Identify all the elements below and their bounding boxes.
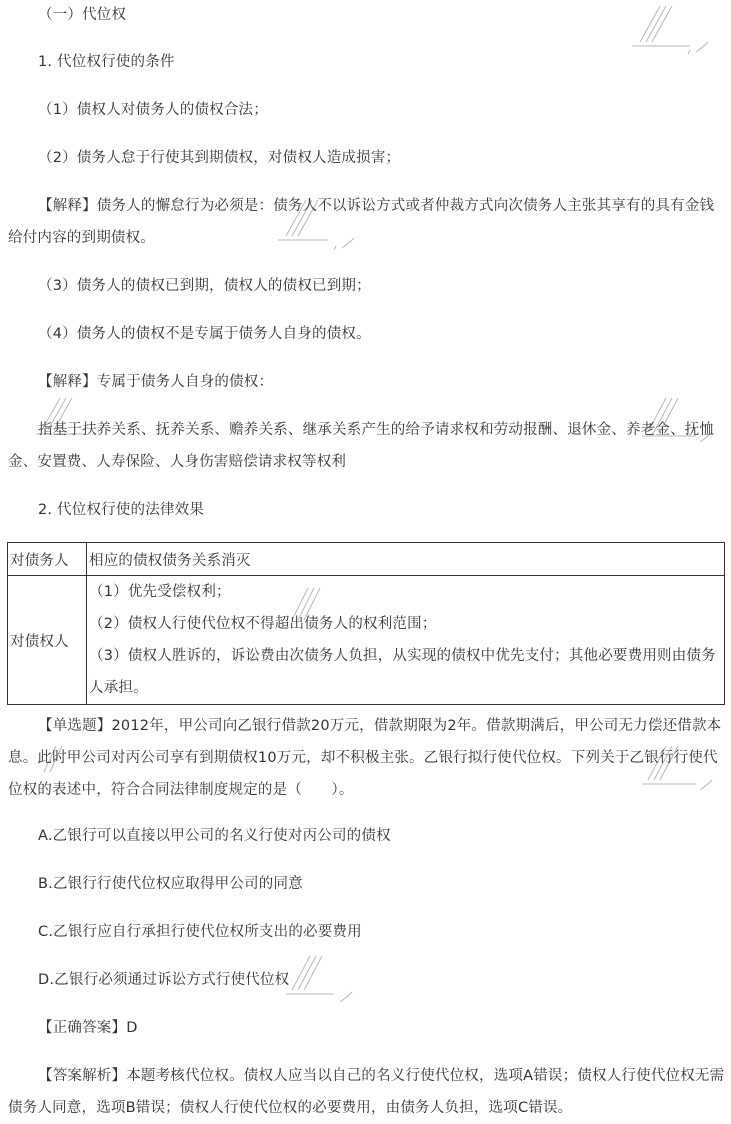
option-b: B.乙银行行使代位权应取得甲公司的同意 [38, 876, 303, 892]
condition-4: （4）债务人的债权不是专属于债务人自身的债权。 [38, 326, 371, 342]
explanation-2-body: 指基于扶养关系、抚养关系、赡养关系、继承关系产生的给予请求权和劳动报酬、退休金、养老金、抚恤金、安置费、人寿保险、人身伤害赔偿请求权等权利 [8, 422, 715, 470]
effect-item: （3）债权人胜诉的，诉讼费由次债务人负担，从实现的债权中优先支付；其他必要费用则由债务人承担。 [89, 648, 716, 696]
option-a: A.乙银行可以直接以甲公司的名义行使对丙公司的债权 [38, 828, 391, 844]
watermark-mark [284, 950, 364, 1006]
condition-2: （2）债务人怠于行使其到期债权，对债权人造成损害； [38, 150, 401, 166]
condition-1: （1）债权人对债务人的债权合法； [38, 102, 268, 118]
option-d: D.乙银行必须通过诉讼方式行使代位权 [38, 972, 290, 988]
condition-3: （3）债务人的债权已到期，债权人的债权已到期； [38, 278, 371, 294]
legal-effects-table [7, 542, 725, 705]
table-row [8, 543, 725, 576]
effect-item: （1）优先受偿权利； [89, 584, 231, 600]
explanation-2-title: 【解释】专属于债务人自身的债权： [38, 374, 274, 390]
section-title: （一）代位权 [38, 7, 127, 23]
row-label: 对债权人 [8, 576, 87, 705]
row-label: 对债务人 [8, 543, 87, 576]
effects-heading: 2. 代位权行使的法律效果 [38, 502, 205, 518]
row-content [87, 576, 725, 705]
table-row [8, 576, 725, 705]
option-c: C.乙银行应自行承担行使代位权所支出的必要费用 [38, 924, 362, 940]
answer-analysis: 【答案解析】本题考核代位权。债权人应当以自己的名义行使代位权，选项A错误；债权人行使代位权无需债务人同意，选项B错误；债权人行使代位权的必要费用，由债务人负担，选项C错误。 [8, 1068, 725, 1116]
conditions-heading: 1. 代位权行使的条件 [38, 54, 175, 70]
effect-item: （2）债权人行使代位权不得超出债务人的权利范围； [89, 616, 437, 632]
watermark-mark [630, 2, 720, 58]
correct-answer: 【正确答案】D [38, 1020, 138, 1036]
explanation-1: 【解释】债务人的懈怠行为必须是：债务人不以诉讼方式或者仲裁方式向次债务人主张其享有的具有金钱给付内容的到期债权。 [8, 198, 715, 246]
question-stem: 【单选题】2012年，甲公司向乙银行借款20万元，借款期限为2年。借款期满后，甲公司无力偿还借款本息。此时甲公司对丙公司享有到期债权10万元，却不积极主张。乙银行拟行使代位权。下列关于乙银行行使代位权的表述中，符合合同法律制度规定的是（ ）。 [8, 718, 722, 798]
row-content: 相应的债权债务关系消灭 [87, 543, 725, 576]
